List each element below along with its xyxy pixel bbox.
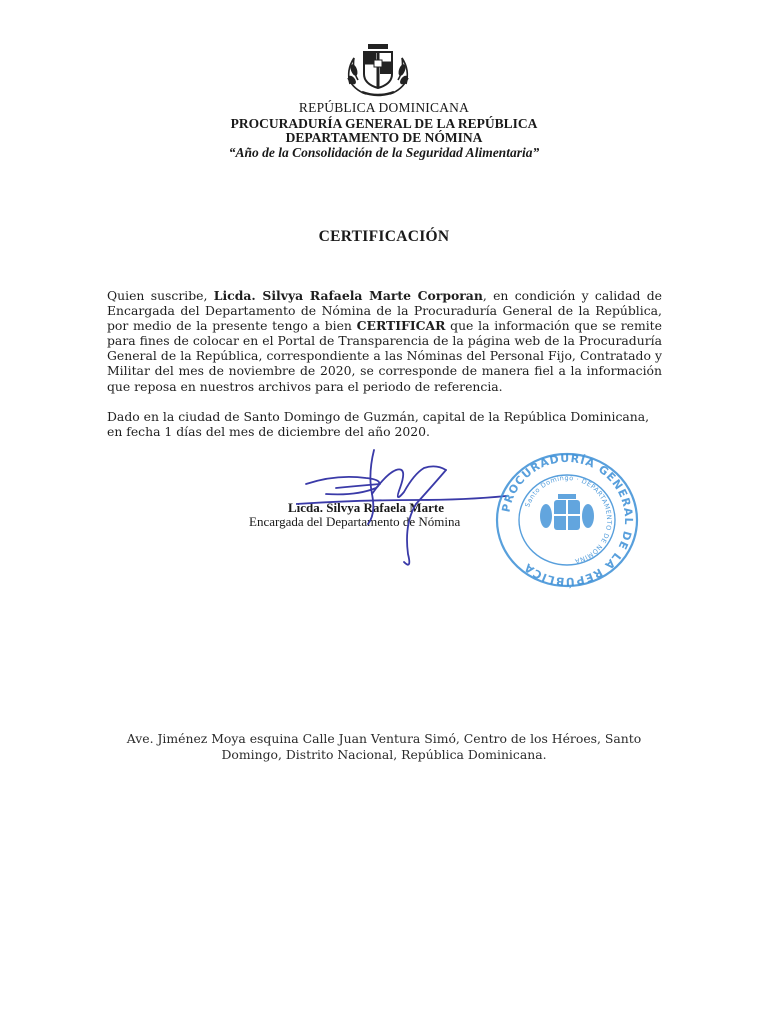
header-motto: “Año de la Consolidación de la Seguridad Alimentaria” [228,145,540,160]
signatory-title: Encargada del Departamento de Nómina [249,514,461,529]
date-line-1: Dado en la ciudad de Santo Domingo de Guzmán, capital de la República Dominicana, [107,409,650,424]
paragraph-rest: que la información que se remite para fines de colocar en el Portal de Transparencia de la página web de la Procuraduría General de la República, correspondiente a las Nóminas del Personal Fijo, Contratado y Militar del mes de noviembre de 2020, se corresponde de manera fiel a la información que reposa en nuestros archivos para el periodo de referencia. [107,318,662,394]
certification-paragraph [107,288,662,394]
coat-of-arms-icon [342,40,414,100]
header-institution: PROCURADURÍA GENERAL DE LA REPÚBLICA [230,116,538,131]
date-paragraph [107,409,662,439]
footer-address-line-2: Domingo, Distrito Nacional, República Dominicana. [221,747,547,762]
certify-keyword: CERTIFICAR [356,318,446,334]
date-line-2: en fecha 1 días del mes de diciembre del año 2020. [107,424,430,440]
official-stamp [492,450,642,590]
signatory-name: Licda. Silvya Rafaela Marte [288,500,444,515]
paragraph-middle: , en condición y calidad de Encargada del Departamento de Nómina de la Procuraduría General de la República, por medio de la presente tengo a bien [107,288,662,334]
signatory-name-inline: Licda. Silvya Rafaela Marte Corporan [213,288,483,303]
header-department: DEPARTAMENTO DE NÓMINA [285,130,483,145]
footer-address-line-1: Ave. Jiménez Moya esquina Calle Juan Ventura Simó, Centro de los Héroes, Santo [126,731,642,746]
document-title: CERTIFICACIÓN [318,228,450,245]
stamp-inner-text: Santo Domingo · DEPARTAMENTO DE NÓMINA [523,473,614,566]
header-country: REPÚBLICA DOMINICANA [298,100,470,115]
paragraph-intro: Quien suscribe, [107,288,214,303]
stamp-outer-text: PROCURADURÍA GENERAL DE LA REPÚBLICA [499,451,636,589]
